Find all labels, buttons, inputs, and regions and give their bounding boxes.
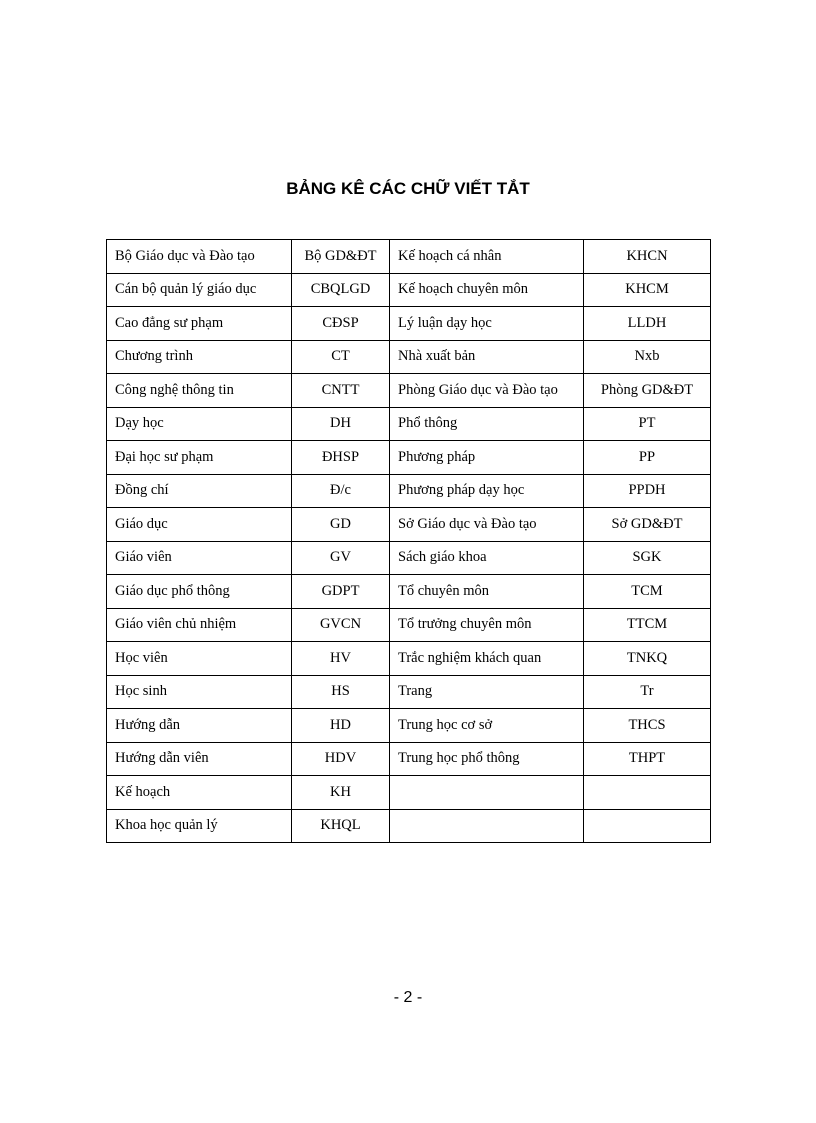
term-cell: Tổ chuyên môn bbox=[390, 575, 584, 609]
abbreviation-cell: KHCN bbox=[584, 240, 711, 274]
abbreviation-cell: KHQL bbox=[292, 809, 390, 843]
term-cell: Phổ thông bbox=[390, 407, 584, 441]
term-cell bbox=[390, 809, 584, 843]
table-row bbox=[107, 307, 711, 341]
abbreviation-cell: HDV bbox=[292, 742, 390, 776]
term-cell: Lý luận dạy học bbox=[390, 307, 584, 341]
abbreviation-cell: Tr bbox=[584, 675, 711, 709]
table-row bbox=[107, 809, 711, 843]
abbreviation-cell: Bộ GD&ĐT bbox=[292, 240, 390, 274]
abbreviation-cell: Đ/c bbox=[292, 474, 390, 508]
term-cell: Học sinh bbox=[107, 675, 292, 709]
table-row bbox=[107, 474, 711, 508]
term-cell: Trung học cơ sở bbox=[390, 709, 584, 743]
term-cell: Trung học phổ thông bbox=[390, 742, 584, 776]
abbreviation-cell: SGK bbox=[584, 541, 711, 575]
term-cell: Bộ Giáo dục và Đào tạo bbox=[107, 240, 292, 274]
term-cell: Phòng Giáo dục và Đào tạo bbox=[390, 374, 584, 408]
table-row bbox=[107, 642, 711, 676]
abbreviation-cell: Sở GD&ĐT bbox=[584, 508, 711, 542]
table-row bbox=[107, 508, 711, 542]
term-cell: Học viên bbox=[107, 642, 292, 676]
abbreviation-cell: Nxb bbox=[584, 340, 711, 374]
abbreviation-cell: DH bbox=[292, 407, 390, 441]
abbreviation-cell: ĐHSP bbox=[292, 441, 390, 475]
term-cell: Kế hoạch cá nhân bbox=[390, 240, 584, 274]
term-cell: Giáo dục bbox=[107, 508, 292, 542]
table-row bbox=[107, 340, 711, 374]
abbreviation-cell: PT bbox=[584, 407, 711, 441]
abbreviation-cell: CNTT bbox=[292, 374, 390, 408]
term-cell: Giáo dục phổ thông bbox=[107, 575, 292, 609]
term-cell: Đồng chí bbox=[107, 474, 292, 508]
abbreviation-cell: HV bbox=[292, 642, 390, 676]
term-cell: Đại học sư phạm bbox=[107, 441, 292, 475]
term-cell: Giáo viên bbox=[107, 541, 292, 575]
term-cell: Phương pháp dạy học bbox=[390, 474, 584, 508]
term-cell: Phương pháp bbox=[390, 441, 584, 475]
term-cell: Sở Giáo dục và Đào tạo bbox=[390, 508, 584, 542]
abbreviation-cell: PP bbox=[584, 441, 711, 475]
abbreviation-cell: THPT bbox=[584, 742, 711, 776]
term-cell: Giáo viên chủ nhiệm bbox=[107, 608, 292, 642]
term-cell: Trắc nghiệm khách quan bbox=[390, 642, 584, 676]
term-cell: Chương trình bbox=[107, 340, 292, 374]
term-cell: Công nghệ thông tin bbox=[107, 374, 292, 408]
table-row bbox=[107, 541, 711, 575]
term-cell: Cán bộ quản lý giáo dục bbox=[107, 273, 292, 307]
abbreviation-cell: TTCM bbox=[584, 608, 711, 642]
abbreviation-cell: GDPT bbox=[292, 575, 390, 609]
abbreviation-cell: CĐSP bbox=[292, 307, 390, 341]
abbreviation-cell: TCM bbox=[584, 575, 711, 609]
abbreviation-cell: CT bbox=[292, 340, 390, 374]
term-cell bbox=[390, 776, 584, 810]
term-cell: Kế hoạch bbox=[107, 776, 292, 810]
page-number: - 2 - bbox=[393, 989, 423, 1006]
table-row bbox=[107, 374, 711, 408]
table-row bbox=[107, 441, 711, 475]
table-row bbox=[107, 776, 711, 810]
table-row bbox=[107, 240, 711, 274]
page-title: BẢNG KÊ CÁC CHỮ VIẾT TẮT bbox=[286, 179, 530, 198]
abbreviation-cell: PPDH bbox=[584, 474, 711, 508]
abbreviation-cell: GV bbox=[292, 541, 390, 575]
abbreviation-cell: Phòng GD&ĐT bbox=[584, 374, 711, 408]
term-cell: Trang bbox=[390, 675, 584, 709]
abbreviation-cell: HS bbox=[292, 675, 390, 709]
table-row bbox=[107, 407, 711, 441]
term-cell: Hướng dẫn viên bbox=[107, 742, 292, 776]
abbreviation-cell: HD bbox=[292, 709, 390, 743]
abbreviation-cell: GD bbox=[292, 508, 390, 542]
abbreviation-cell: GVCN bbox=[292, 608, 390, 642]
abbreviation-cell: THCS bbox=[584, 709, 711, 743]
term-cell: Khoa học quản lý bbox=[107, 809, 292, 843]
abbreviation-cell: KH bbox=[292, 776, 390, 810]
abbreviation-cell: TNKQ bbox=[584, 642, 711, 676]
term-cell: Dạy học bbox=[107, 407, 292, 441]
term-cell: Hướng dẫn bbox=[107, 709, 292, 743]
table-row bbox=[107, 273, 711, 307]
term-cell: Tổ trưởng chuyên môn bbox=[390, 608, 584, 642]
abbreviation-table bbox=[106, 239, 711, 843]
abbreviation-cell: CBQLGD bbox=[292, 273, 390, 307]
table-row bbox=[107, 709, 711, 743]
table-row bbox=[107, 608, 711, 642]
term-cell: Cao đẳng sư phạm bbox=[107, 307, 292, 341]
table-row bbox=[107, 575, 711, 609]
term-cell: Kế hoạch chuyên môn bbox=[390, 273, 584, 307]
abbreviation-cell: LLDH bbox=[584, 307, 711, 341]
term-cell: Nhà xuất bản bbox=[390, 340, 584, 374]
abbreviation-cell: KHCM bbox=[584, 273, 711, 307]
abbreviation-cell bbox=[584, 809, 711, 843]
table-row bbox=[107, 675, 711, 709]
table-row bbox=[107, 742, 711, 776]
abbreviation-cell bbox=[584, 776, 711, 810]
term-cell: Sách giáo khoa bbox=[390, 541, 584, 575]
